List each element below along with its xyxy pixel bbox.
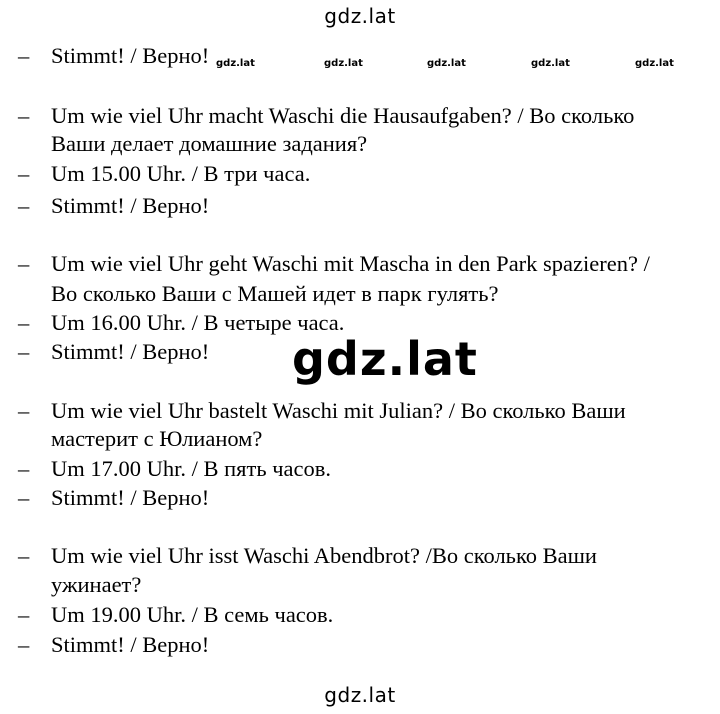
watermark-footer: gdz.lat <box>324 683 396 707</box>
watermark-small: gdz.lat <box>216 58 255 69</box>
line-dash: – <box>18 43 30 68</box>
line-text: Stimmt! / Верно! <box>51 339 210 364</box>
line-text: ужинает? <box>51 572 142 597</box>
line-dash: – <box>18 398 30 423</box>
line-dash: – <box>18 103 30 128</box>
line-text: Um 17.00 Uhr. / В пять часов. <box>51 456 332 481</box>
watermark-small: gdz.lat <box>427 58 466 69</box>
watermark-center: gdz.lat <box>292 332 478 386</box>
line-dash: – <box>18 161 30 186</box>
line-dash: – <box>18 339 30 364</box>
line-text: Stimmt! / Верно! <box>51 485 210 510</box>
line-text: Stimmt! / Верно! <box>51 632 210 657</box>
line-text: Stimmt! / Верно! <box>51 193 210 218</box>
line-dash: – <box>18 456 30 481</box>
line-dash: – <box>18 310 30 335</box>
line-text: Um 16.00 Uhr. / В четыре часа. <box>51 310 345 335</box>
line-text: Ваши делает домашние задания? <box>51 131 368 156</box>
line-text: Um wie viel Uhr isst Waschi Abendbrot? /Во сколько Ваши <box>51 543 597 568</box>
line-dash: – <box>18 602 30 627</box>
line-text: Um 19.00 Uhr. / В семь часов. <box>51 602 334 627</box>
line-text: Um wie viel Uhr geht Waschi mit Mascha in den Park spazieren? / <box>51 251 650 276</box>
line-text: мастерит с Юлианом? <box>51 426 263 451</box>
line-text: Um wie viel Uhr bastelt Waschi mit Julian? / Во сколько Ваши <box>51 398 626 423</box>
line-dash: – <box>18 632 30 657</box>
line-text: Stimmt! / Верно! <box>51 43 210 68</box>
line-dash: – <box>18 485 30 510</box>
line-dash: – <box>18 193 30 218</box>
line-text: Um wie viel Uhr macht Waschi die Hausaufgaben? / Во сколько <box>51 103 635 128</box>
watermark-small: gdz.lat <box>324 58 363 69</box>
line-text: Во сколько Ваши с Машей идет в парк гулять? <box>51 281 499 306</box>
line-text: Um 15.00 Uhr. / В три часа. <box>51 161 311 186</box>
watermark-small: gdz.lat <box>635 58 674 69</box>
line-dash: – <box>18 543 30 568</box>
watermark-header: gdz.lat <box>324 4 396 28</box>
watermark-small: gdz.lat <box>531 58 570 69</box>
line-dash: – <box>18 251 30 276</box>
